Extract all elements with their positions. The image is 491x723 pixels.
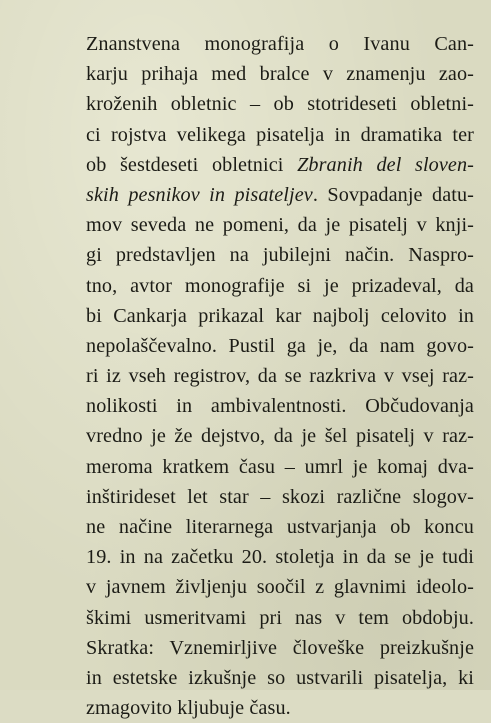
text-segment: nepolaščevalno. Pustil ga je, da nam govo- <box>86 334 474 357</box>
text-line <box>86 271 474 301</box>
text-line <box>86 240 474 270</box>
text-line <box>86 331 474 361</box>
text-line <box>86 150 474 180</box>
text-line <box>86 421 474 451</box>
text-segment: ri iz vseh registrov, da se razkriva v vsej raz- <box>86 365 474 388</box>
text-line <box>86 482 474 512</box>
text-segment: inštirideset let star – skozi različne slogov- <box>86 485 474 508</box>
text-line <box>86 361 474 391</box>
text-segment: ob šestdeseti obletnici <box>86 153 298 176</box>
text-segment: 19. in na začetku 20. stoletja in da se je tudi <box>86 546 474 569</box>
text-segment: ci rojstva velikega pisatelja in dramatika ter <box>86 123 474 146</box>
text-segment: kroženih obletnic – ob stotrideseti obletni- <box>86 93 474 116</box>
text-line <box>86 603 474 633</box>
italic-title-segment: skih pesnikov in pisateljev <box>86 183 313 206</box>
text-segment: meroma kratkem času – umrl je komaj dva- <box>86 455 474 478</box>
text-segment: vredno je že dejstvo, da je šel pisatelj v raz- <box>86 425 474 448</box>
text-line <box>86 693 474 723</box>
text-line <box>86 572 474 602</box>
text-line <box>86 120 474 150</box>
text-segment: škimi usmeritvami pri nas v tem obdobju. <box>86 606 474 629</box>
text-line <box>86 301 474 331</box>
text-segment: . Sovpadanje datu- <box>312 183 474 206</box>
text-segment: mov seveda ne pomeni, da je pisatelj v knji- <box>86 214 474 237</box>
text-line <box>86 180 474 210</box>
text-line <box>86 542 474 572</box>
text-segment: Skratka: Vznemirljive človeške preizkušnje <box>86 636 474 659</box>
text-line <box>86 391 474 421</box>
text-line <box>86 59 474 89</box>
text-line <box>86 663 474 693</box>
text-segment: in estetske izkušnje so ustvarili pisatelja, ki <box>86 666 474 689</box>
italic-title-segment: Zbranih del sloven- <box>297 153 474 176</box>
text-segment: Znanstvena monografija o Ivanu Can- <box>86 33 474 55</box>
text-line <box>86 452 474 482</box>
text-line <box>86 210 474 240</box>
text-line <box>86 512 474 542</box>
body-paragraph <box>86 29 474 723</box>
text-segment: zmagovito kljubuje času. <box>86 697 291 720</box>
text-segment: gi predstavljen na jubilejni način. Naspro- <box>86 244 474 267</box>
text-segment: v javnem življenju soočil z glavnimi ideolo- <box>86 576 474 599</box>
text-segment: bi Cankarja prikazal kar najbolj celovito in <box>86 304 474 327</box>
text-segment: karju prihaja med bralce v znamenju zao- <box>86 63 474 86</box>
text-segment: tno, avtor monografije si je prizadeval, da <box>86 274 474 297</box>
text-segment: nolikosti in ambivalentnosti. Občudovanja <box>86 395 474 418</box>
text-segment: ne načine literarnega ustvarjanja ob koncu <box>86 516 474 538</box>
text-line <box>86 633 474 663</box>
text-line <box>86 29 474 59</box>
text-line <box>86 89 474 119</box>
